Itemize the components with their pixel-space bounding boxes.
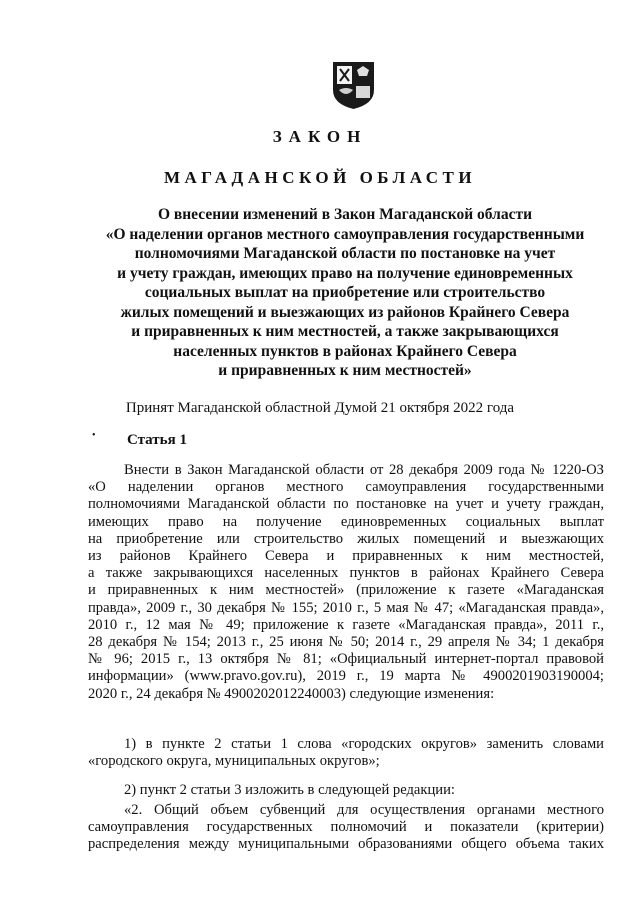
item-line: «городского округа, муниципальных округов»; [88, 753, 380, 770]
paragraph-line: полномочиями Магаданской области по постановке на учет и учету граждан, [88, 496, 604, 513]
title-line: и приравненных к ним местностей, а также закрывающихся [131, 323, 559, 340]
paragraph-line: 2010 г., 12 мая № 49; приложение к газете «Магаданская правда», 2011 г., [88, 616, 604, 633]
paragraph-line: 2020 г., 24 декабря № 4900202012240003) следующие изменения: [88, 685, 495, 702]
item-line: 2) пункт 2 статьи 3 изложить в следующей редакции: [124, 782, 455, 798]
title-line: и учету граждан, имеющих право на получение единовременных [117, 264, 573, 282]
title-line: социальных выплат на приобретение или строительство [144, 284, 546, 301]
title-line: О внесении изменений в Закон Магаданской области [157, 206, 533, 223]
document-type-heading: ЗАКОН [272, 127, 368, 146]
amendment-item-2 [88, 782, 604, 799]
paragraph-line: правда», 2009 г., 30 декабря № 155; 2010 г., 5 мая № 47; «Магаданская правда», [88, 599, 604, 616]
paragraph-line: «О наделении органов местного самоуправления государственными [88, 479, 604, 496]
paragraph-line: Внести в Закон Магаданской области от 28 декабря 2009 года № 1220-ОЗ [124, 462, 604, 478]
amendment-item-1 [88, 736, 604, 770]
article-paragraph [88, 462, 604, 703]
region-heading: МАГАДАНСКОЙ ОБЛАСТИ [163, 168, 477, 187]
law-title [80, 205, 610, 381]
paragraph-line: информации» (www.pravo.gov.ru), 2019 г., 19 марта № 4900201903190004; [88, 668, 604, 685]
title-line: «О наделении органов местного самоуправления государственными [105, 225, 585, 243]
paragraph-line: на приобретение или строительство жилых помещений и выезжающих [88, 530, 604, 547]
quoted-new-text [88, 802, 604, 854]
paragraph-line: а также закрывающихся населенных пунктов в районах Крайнего Севера [88, 565, 604, 582]
article-heading: Статья 1 [127, 432, 187, 448]
paragraph-line: № 96; 2015 г., 13 октября № 81; «Официальный интернет-портал правовой [88, 651, 604, 668]
paragraph-line: и приравненных к ним местностей» (приложение к газете «Магаданская [88, 582, 604, 599]
paragraph-line: из районов Крайнего Севера и приравненных к ним местностей, [88, 548, 604, 565]
paragraph-line: имеющих право на получение единовременных социальных выплат [88, 513, 604, 530]
margin-bullet: • [92, 430, 96, 441]
item-line: 1) в пункте 2 статьи 1 слова «городских округов» заменить словами [124, 736, 604, 752]
adoption-note: Принят Магаданской областной Думой 21 октября 2022 года [125, 400, 515, 416]
title-line: населенных пунктов в районах Крайнего Севера [173, 342, 517, 360]
coat-of-arms-emblem [331, 60, 376, 110]
title-line: и приравненных к ним местностей» [218, 362, 472, 379]
title-line: полномочиями Магаданской области по постановке на учет [134, 245, 556, 262]
quote-line: самоуправления государственных полномочий и показатели (критерии) [88, 819, 604, 836]
quote-line: распределения между муниципальными образованиями общего объема таких [88, 836, 604, 853]
paragraph-line: 28 декабря № 154; 2013 г., 25 июня № 50; 2014 г., 29 апреля № 34; 1 декабря [88, 634, 604, 651]
quote-line: «2. Общий объем субвенций для осуществления органами местного [124, 802, 604, 818]
title-line: жилых помещений и выезжающих из районов Крайнего Севера [120, 303, 570, 321]
